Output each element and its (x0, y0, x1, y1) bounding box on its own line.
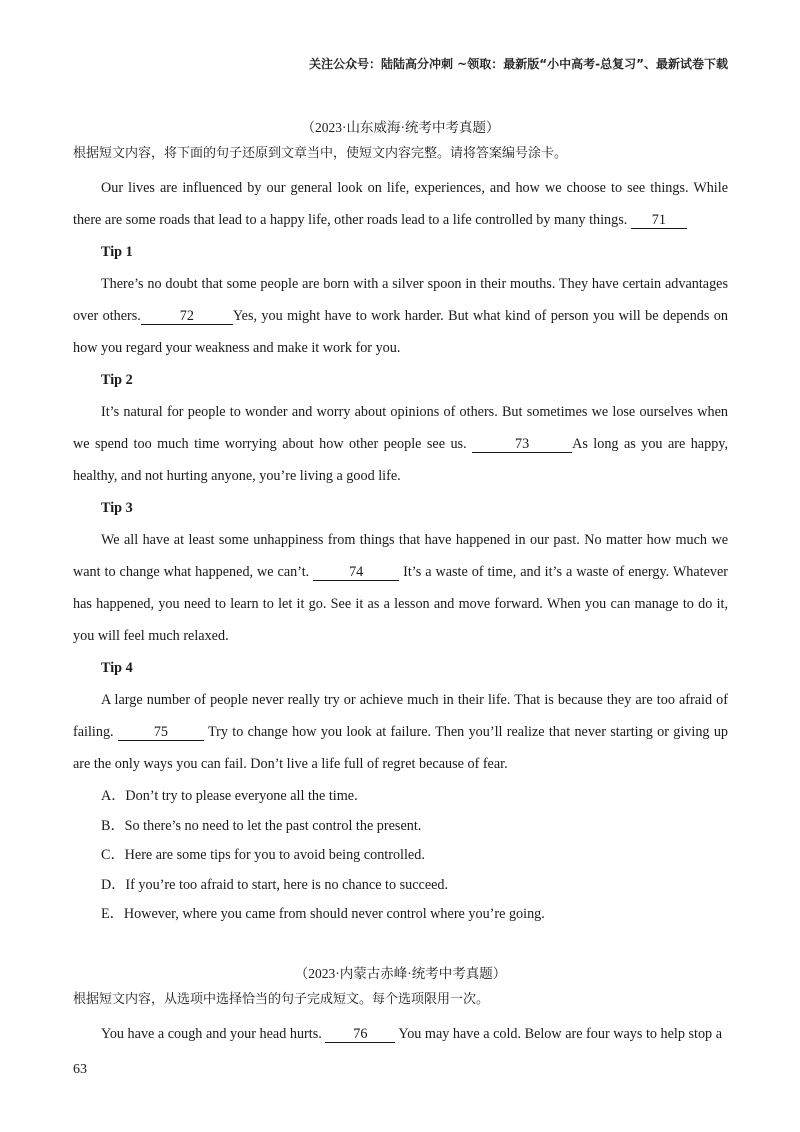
tip-1-title: Tip 1 (101, 244, 133, 260)
option-d: D．If you’re too afraid to start, here is no chance to succeed. (101, 876, 449, 893)
intro-text: Our lives are influenced by our general look on life, experiences, and how we choose to see things. While there are some roads that lead to a happy life, other roads lead to a life controlled by many things. (73, 180, 728, 228)
document-body (73, 118, 728, 1050)
section-2-paragraph (73, 1018, 728, 1050)
question-source-2: （2023·内蒙古赤峰·统考中考真题） (294, 965, 507, 981)
instruction-1: 根据短文内容，将下面的句子还原到文章当中，使短文内容完整。请将答案编号涂卡。 (73, 146, 568, 161)
tip-4-text-a: A large number of people never really try or achieve much in their life. That is because they are too afraid of failing. (73, 692, 728, 740)
section-2-text-b: You may have a cold. Below are four ways to help stop a (398, 1025, 722, 1042)
question-source-1: （2023·山东威海·统考中考真题） (301, 120, 500, 135)
tip-1-text-b: Yes, you might have to work harder. But what kind of person you will be depends on how you regard your weakness and make it work for you. (73, 308, 728, 356)
intro-paragraph (73, 172, 728, 236)
tip-3-title: Tip 3 (101, 500, 133, 516)
instruction-2: 根据短文内容，从选项中选择恰当的句子完成短文。每个选项限用一次。 (73, 991, 490, 1007)
section-2-text-a: You have a cough and your head hurts. (101, 1025, 322, 1042)
tip-2-text-b: As long as you are happy, healthy, and not hurting anyone, you’re living a good life. (73, 436, 729, 484)
tip-3-text-b: It’s a waste of time, and it’s a waste of energy. Whatever has happened, you need to learn to let it go. See it as a lesson and move forward. When you can manage to do it, you will feel much relaxed. (73, 564, 729, 644)
option-c: C．Here are some tips for you to avoid being controlled. (101, 847, 425, 863)
tip-1-paragraph (73, 268, 728, 364)
option-e: E．However, where you came from should never control where you’re going. (101, 906, 545, 922)
option-b: B．So there’s no need to let the past control the present. (101, 817, 422, 834)
options-list (73, 782, 728, 930)
tip-1-text-a: There’s no doubt that some people are born with a silver spoon in their mouths. They have certain advantages over others. (73, 276, 728, 324)
blank-74: 74 (313, 564, 399, 581)
page-number: 63 (73, 1062, 87, 1077)
tip-4-text-b: Try to change how you look at failure. Then you’ll realize that never starting or giving up are the only ways you can fail. Don’t live a life full of regret because of fear. (73, 724, 729, 772)
tip-3-text-a: We all have at least some unhappiness from things that have happened in our past. No matter how much we want to change what happened, we can’t. (73, 532, 728, 580)
tip-2-text-a: It’s natural for people to wonder and worry about opinions of others. But sometimes we lose ourselves when we spend too much time worrying about how other people see us. (73, 404, 728, 452)
tip-3-paragraph (73, 524, 728, 652)
blank-71: 71 (631, 212, 687, 229)
option-a: A．Don’t try to please everyone all the time. (101, 788, 358, 804)
blank-72: 72 (141, 308, 233, 325)
tip-4-paragraph (73, 684, 728, 780)
tip-2-title: Tip 2 (101, 372, 133, 388)
tip-4-title: Tip 4 (101, 660, 133, 676)
section-gap (73, 930, 728, 964)
tip-2-paragraph (73, 396, 728, 492)
page-header: 关注公众号：陆陆高分冲刺 ~领取：最新版“小中高考-总复习”、最新试卷下载 (309, 57, 728, 71)
blank-75: 75 (118, 724, 204, 741)
blank-73: 73 (472, 436, 572, 453)
blank-76: 76 (325, 1026, 395, 1043)
